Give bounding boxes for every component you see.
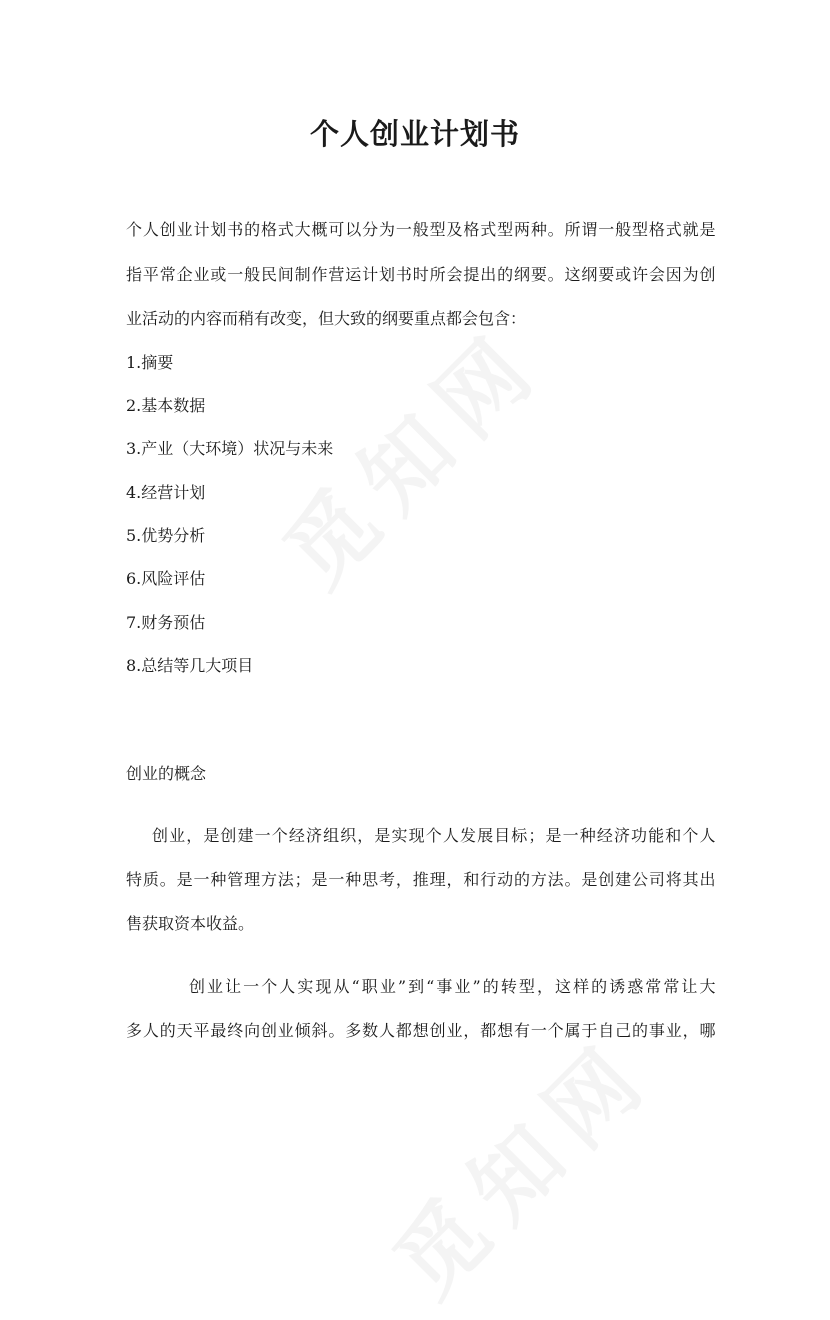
paragraph-line: 售获取资本收益。 xyxy=(126,914,255,933)
outline-item: 5.优势分析 xyxy=(126,526,206,545)
intro-line: 个人创业计划书的格式大概可以分为一般型及格式型两种。所谓一般型格式就是 xyxy=(126,220,716,239)
paragraph-line: 多人的天平最终向创业倾斜。多数人都想创业，都想有一个属于自己的事业，哪 xyxy=(126,1021,716,1040)
outline-item: 3.产业（大环境）状况与未来 xyxy=(126,439,334,458)
watermark xyxy=(362,1006,676,1320)
outline-item: 8.总结等几大项目 xyxy=(126,656,254,675)
intro-line: 业活动的内容而稍有改变，但大致的纲要重点都会包含： xyxy=(126,309,527,328)
paragraph-line: 特质。是一种管理方法；是一种思考，推理，和行动的方法。是创建公司将其出 xyxy=(126,870,716,889)
intro-line: 指平常企业或一般民间制作营运计划书时所会提出的纲要。这纲要或许会因为创 xyxy=(126,265,716,284)
outline-item: 6.风险评估 xyxy=(126,569,206,588)
outline-item: 1.摘要 xyxy=(126,353,174,372)
paragraph-line: 创业，是创建一个经济组织，是实现个人发展目标；是一种经济功能和个人 xyxy=(152,826,716,845)
page-title: 个人创业计划书 xyxy=(309,117,520,151)
paragraph-line: 创业让一个人实现从“职业”到“事业”的转型，这样的诱惑常常让大 xyxy=(189,977,716,996)
outline-item: 4.经营计划 xyxy=(126,483,206,502)
outline-item: 2.基本数据 xyxy=(126,396,206,415)
section-heading: 创业的概念 xyxy=(126,764,207,783)
outline-item: 7.财务预估 xyxy=(126,613,206,632)
